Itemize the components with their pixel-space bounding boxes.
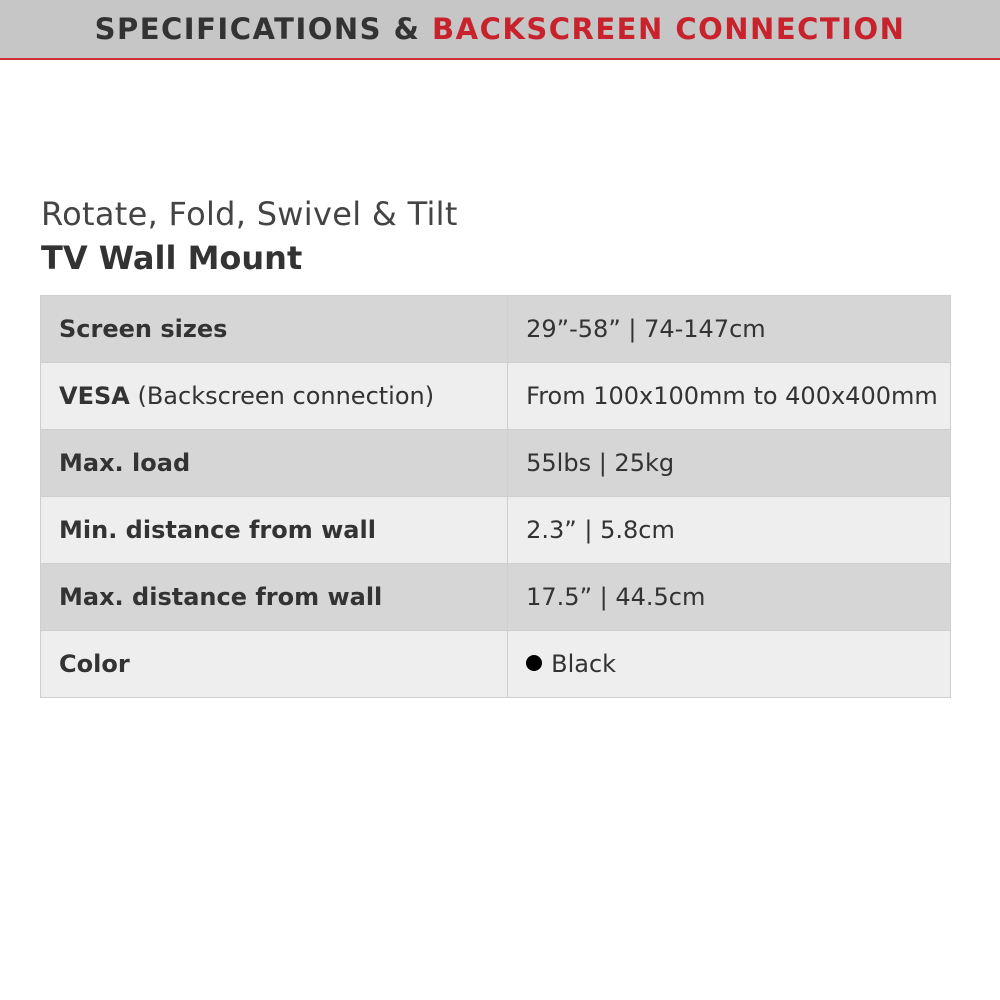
header-separator: & bbox=[382, 12, 433, 46]
spec-value-cell bbox=[508, 631, 951, 698]
spec-label: VESA bbox=[59, 382, 130, 410]
spec-value: From 100x100mm to 400x400mm bbox=[508, 363, 951, 430]
header-backscreen-connection: BACKSCREEN CONNECTION bbox=[432, 12, 906, 46]
spec-value: 29”-58” | 74-147cm bbox=[508, 296, 951, 363]
spec-label-cell bbox=[41, 363, 508, 430]
spec-label: Screen sizes bbox=[41, 296, 508, 363]
spec-value: 2.3” | 5.8cm bbox=[508, 497, 951, 564]
spec-row-max-distance bbox=[41, 564, 951, 631]
spec-label: Min. distance from wall bbox=[41, 497, 508, 564]
spec-value: 17.5” | 44.5cm bbox=[508, 564, 951, 631]
product-title-block bbox=[41, 192, 458, 280]
spec-row-vesa bbox=[41, 363, 951, 430]
spec-label-note: (Backscreen connection) bbox=[137, 382, 435, 410]
spec-row-max-load bbox=[41, 430, 951, 497]
spec-row-color bbox=[41, 631, 951, 698]
spec-label: Max. distance from wall bbox=[41, 564, 508, 631]
spec-row-screen-sizes bbox=[41, 296, 951, 363]
color-swatch-icon bbox=[526, 655, 542, 671]
spec-label: Color bbox=[41, 631, 508, 698]
spec-value: 55lbs | 25kg bbox=[508, 430, 951, 497]
header-specifications: SPECIFICATIONS bbox=[94, 12, 383, 46]
product-title: TV Wall Mount bbox=[41, 239, 303, 277]
spec-row-min-distance bbox=[41, 497, 951, 564]
spec-value: Black bbox=[551, 650, 617, 678]
specifications-table bbox=[40, 295, 951, 698]
product-subtitle: Rotate, Fold, Swivel & Tilt bbox=[41, 195, 458, 233]
section-header bbox=[0, 0, 1000, 60]
spec-label: Max. load bbox=[41, 430, 508, 497]
